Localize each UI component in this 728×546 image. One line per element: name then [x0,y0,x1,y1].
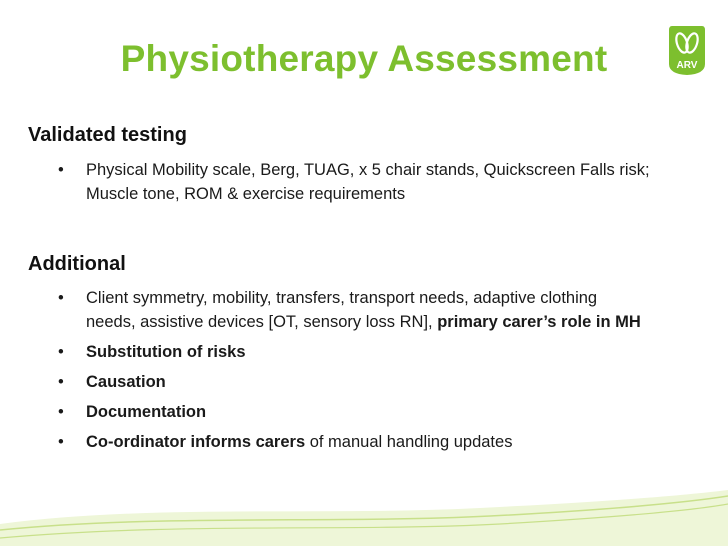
bullet-icon: • [58,373,64,391]
bullet-icon: • [58,433,64,451]
validated-testing-list [58,158,650,206]
additional-list [58,286,641,454]
heading-validated-testing: Validated testing [28,124,187,146]
list-item: • Client symmetry, mobility, transfers, transport needs, adaptive clothing needs, assistive devices [OT, sensory loss RN], primary carer’s role in MH [58,286,641,334]
bullet-icon: • [58,161,64,179]
list-item: • Documentation [58,400,641,424]
footer-wave [0,486,728,546]
list-item: • Physical Mobility scale, Berg, TUAG, x 5 chair stands, Quickscreen Falls risk; Muscle tone, ROM & exercise requirements [58,158,650,206]
logo-text: ARV [676,60,698,71]
list-item: • Co-ordinator informs carers of manual handling updates [58,430,641,454]
heading-additional: Additional [28,253,126,275]
bullet-icon: • [58,343,64,361]
bullet-icon: • [58,289,64,307]
bullet-icon: • [58,403,64,421]
arv-logo [668,24,706,76]
list-item: • Causation [58,370,641,394]
list-item: • Substitution of risks [58,340,641,364]
slide-title: Physiotherapy Assessment [120,38,608,79]
